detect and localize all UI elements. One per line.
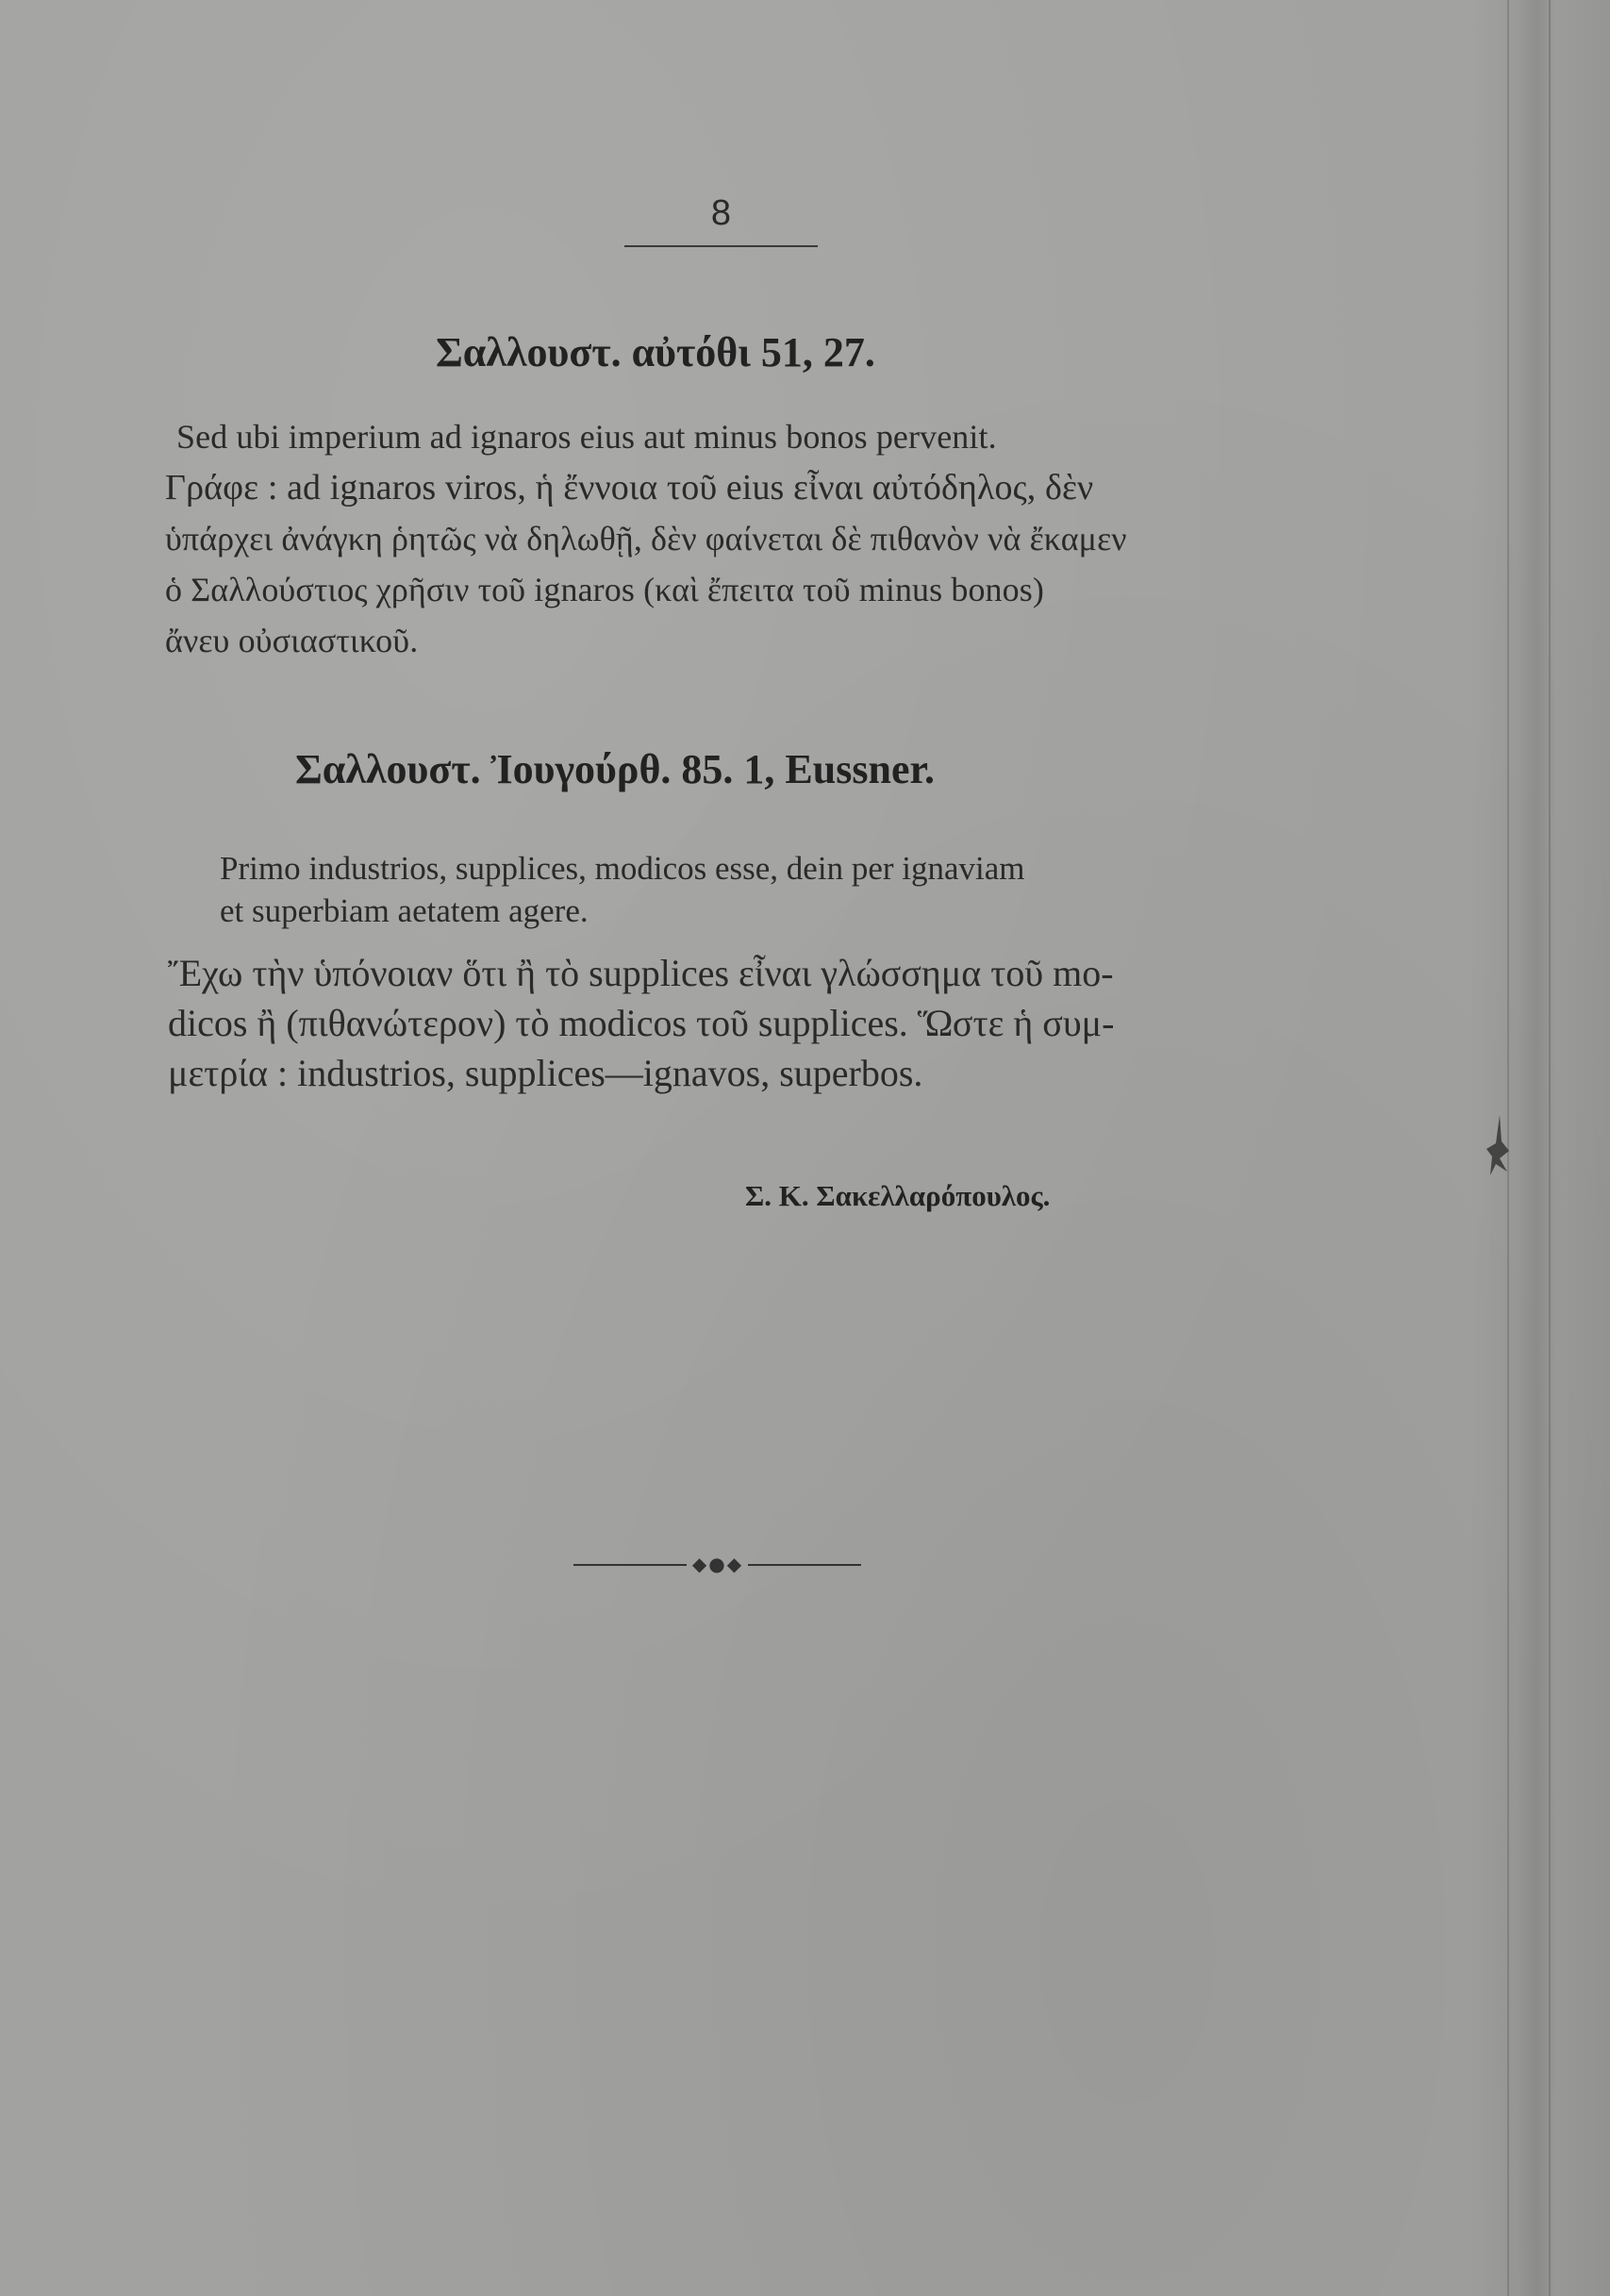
paragraph-line: Γράφε : ad ignaros viros, ἡ ἔννοια τοῦ eius εἶναι αὐτόδηλος, δὲν xyxy=(165,468,1094,507)
ornament-dots-icon: ◆●◆ xyxy=(691,1553,744,1575)
ink-mark-icon xyxy=(1483,1113,1517,1179)
paragraph-line: ὑπάρχει ἀνάγκη ῥητῶς νὰ δηλωθῇ, δὲν φαίνεται δὲ πιθανὸν νὰ ἔκαμεν xyxy=(165,520,1127,557)
section-heading: Σαλλουστ. Ἰουγούρθ. 85. 1, Eussner. xyxy=(295,746,935,792)
section-paragraph xyxy=(168,847,1025,932)
section-paragraph xyxy=(165,411,1127,666)
page-number: 8 xyxy=(710,193,732,233)
paragraph-line: et superbiam aetatem agere. xyxy=(220,892,589,929)
author-signature: Σ. Κ. Σακελλαρόπουλος. xyxy=(745,1179,1051,1212)
section-paragraph xyxy=(168,948,1114,1098)
paragraph-line: μετρία : industrios, supplices—ignavos, superbos. xyxy=(168,1052,923,1094)
paragraph-line: dicos ἢ (πιθανώτερον) τὸ modicos τοῦ supplices. Ὥστε ἡ συμ- xyxy=(168,1002,1115,1044)
paragraph-line: ὁ Σαλλούστιος χρῆσιν τοῦ ignaros (καὶ ἔπειτα τοῦ minus bonos) xyxy=(165,571,1044,608)
paragraph-line: Primo industrios, supplices, modicos esse, dein per ignaviam xyxy=(220,850,1025,887)
paragraph-line: ἄνευ οὐσιαστικοῦ. xyxy=(165,622,419,659)
section-heading: Σαλλουστ. αὐτόθι 51, 27. xyxy=(436,329,875,375)
ornament-rule xyxy=(573,1564,687,1566)
ornament-rule xyxy=(748,1564,861,1566)
ornament-divider-icon xyxy=(573,1555,861,1575)
paragraph-line: Ἔχω τὴν ὑπόνοιαν ὅτι ἢ τὸ supplices εἶναι γλώσσημα τοῦ mo- xyxy=(168,952,1114,994)
page-number-rule xyxy=(624,245,818,247)
paragraph-line: Sed ubi imperium ad ignaros eius aut minus bonos pervenit. xyxy=(176,418,997,456)
binding-edge-line xyxy=(1549,0,1551,2296)
